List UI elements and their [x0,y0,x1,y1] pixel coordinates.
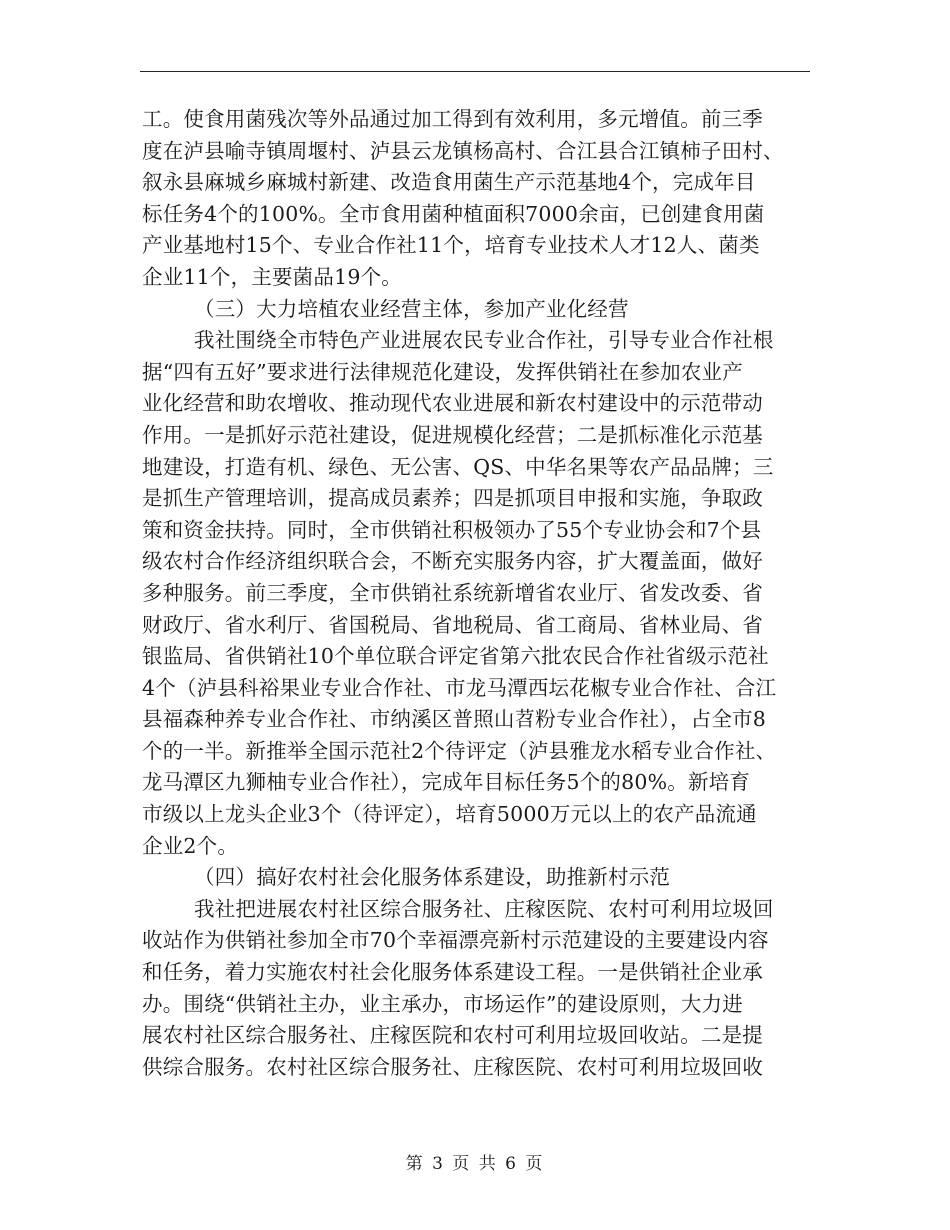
body-line: 个的一半。新推举全国示范社2个待评定（泸县雅龙水稻专业合作社、 [142,738,777,763]
body-line: 市级以上龙头企业3个（待评定），培育5000万元以上的农产品流通 [142,802,757,827]
document-body [142,104,810,1083]
body-line: 银监局、省供销社10个单位联合评定省第六批农民合作社省级示范社 [142,644,769,669]
body-line: 策和资金扶持。同时，全市供销社积极领办了55个专业协会和7个县 [142,517,762,542]
body-line: 办。围绕“供销社主办，业主承办，市场运作”的建设原则，大力进 [142,991,743,1016]
body-line: 标任务4个的100%。全市食用菌种植面积7000余亩，已创建食用菌 [142,201,765,226]
body-line: 和任务，着力实施农村社会化服务体系建设工程。一是供销社企业承 [142,960,763,985]
body-line: 叙永县麻城乡麻城村新建、改造食用菌生产示范基地4个，完成年目 [142,170,756,195]
body-line: 收站作为供销社参加全市70个幸福漂亮新村示范建设的主要建设内容 [142,928,769,953]
body-line: 是抓生产管理培训，提高成员素养；四是抓项目申报和实施，争取政 [142,486,763,511]
body-line: 县福森种养专业合作社、市纳溪区普照山苕粉专业合作社），占全市8 [142,707,766,732]
header-rule [140,71,810,72]
body-line: 产业基地村15个、专业合作社11个，培育专业技术人才12人、菌类 [142,233,760,258]
body-line: 作用。一是抓好示范社建设，促进规模化经营；二是抓标准化示范基 [142,422,763,447]
body-line: 供综合服务。农村社区综合服务社、庄稼医院、农村可利用垃圾回收 [142,1054,763,1079]
body-line: 地建设，打造有机、绿色、无公害、QS、中华名果等农产品品牌；三 [142,454,774,479]
paragraph-first-line: 我社围绕全市特色产业进展农民专业合作社，引导专业合作社根 [194,328,774,353]
body-line: 财政厅、省水利厅、省国税局、省地税局、省工商局、省林业局、省 [142,612,763,637]
body-line: 4个（泸县科裕果业专业合作社、市龙马潭西坛花椒专业合作社、合江 [142,675,777,700]
body-line: 展农村社区综合服务社、庄稼医院和农村可利用垃圾回收站。二是提 [142,1023,763,1048]
page-number: 第 3 页 共 6 页 [405,1154,545,1174]
body-line: 龙马潭区九狮柚专业合作社），完成年目标任务5个的80%。新培育 [142,770,751,795]
body-line: 多种服务。前三季度，全市供销社系统新增省农业厅、省发改委、省 [142,580,763,605]
body-line: 企业2个。 [142,833,239,858]
section-heading: （三）大力培植农业经营主体，参加产业化经营 [194,296,629,321]
body-line: 企业11个，主要菌品19个。 [142,264,402,289]
body-line: 度在泸县喻寺镇周堰村、泸县云龙镇杨高村、合江县合江镇柿子田村、 [142,138,784,163]
body-line: 业化经营和助农增收、推动现代农业进展和新农村建设中的示范带动 [142,391,763,416]
body-line: 据“四有五好”要求进行法律规范化建设，发挥供销社在参加农业产 [142,359,743,384]
body-line: 工。使食用菌残次等外品通过加工得到有效利用，多元增值。前三季 [142,107,763,131]
paragraph-first-line: 我社把进展农村社区综合服务社、庄稼医院、农村可利用垃圾回 [194,896,774,921]
body-line: 级农村合作经济组织联合会，不断充实服务内容，扩大覆盖面，做好 [142,549,763,574]
section-heading: （四）搞好农村社会化服务体系建设，助推新村示范 [194,865,671,890]
